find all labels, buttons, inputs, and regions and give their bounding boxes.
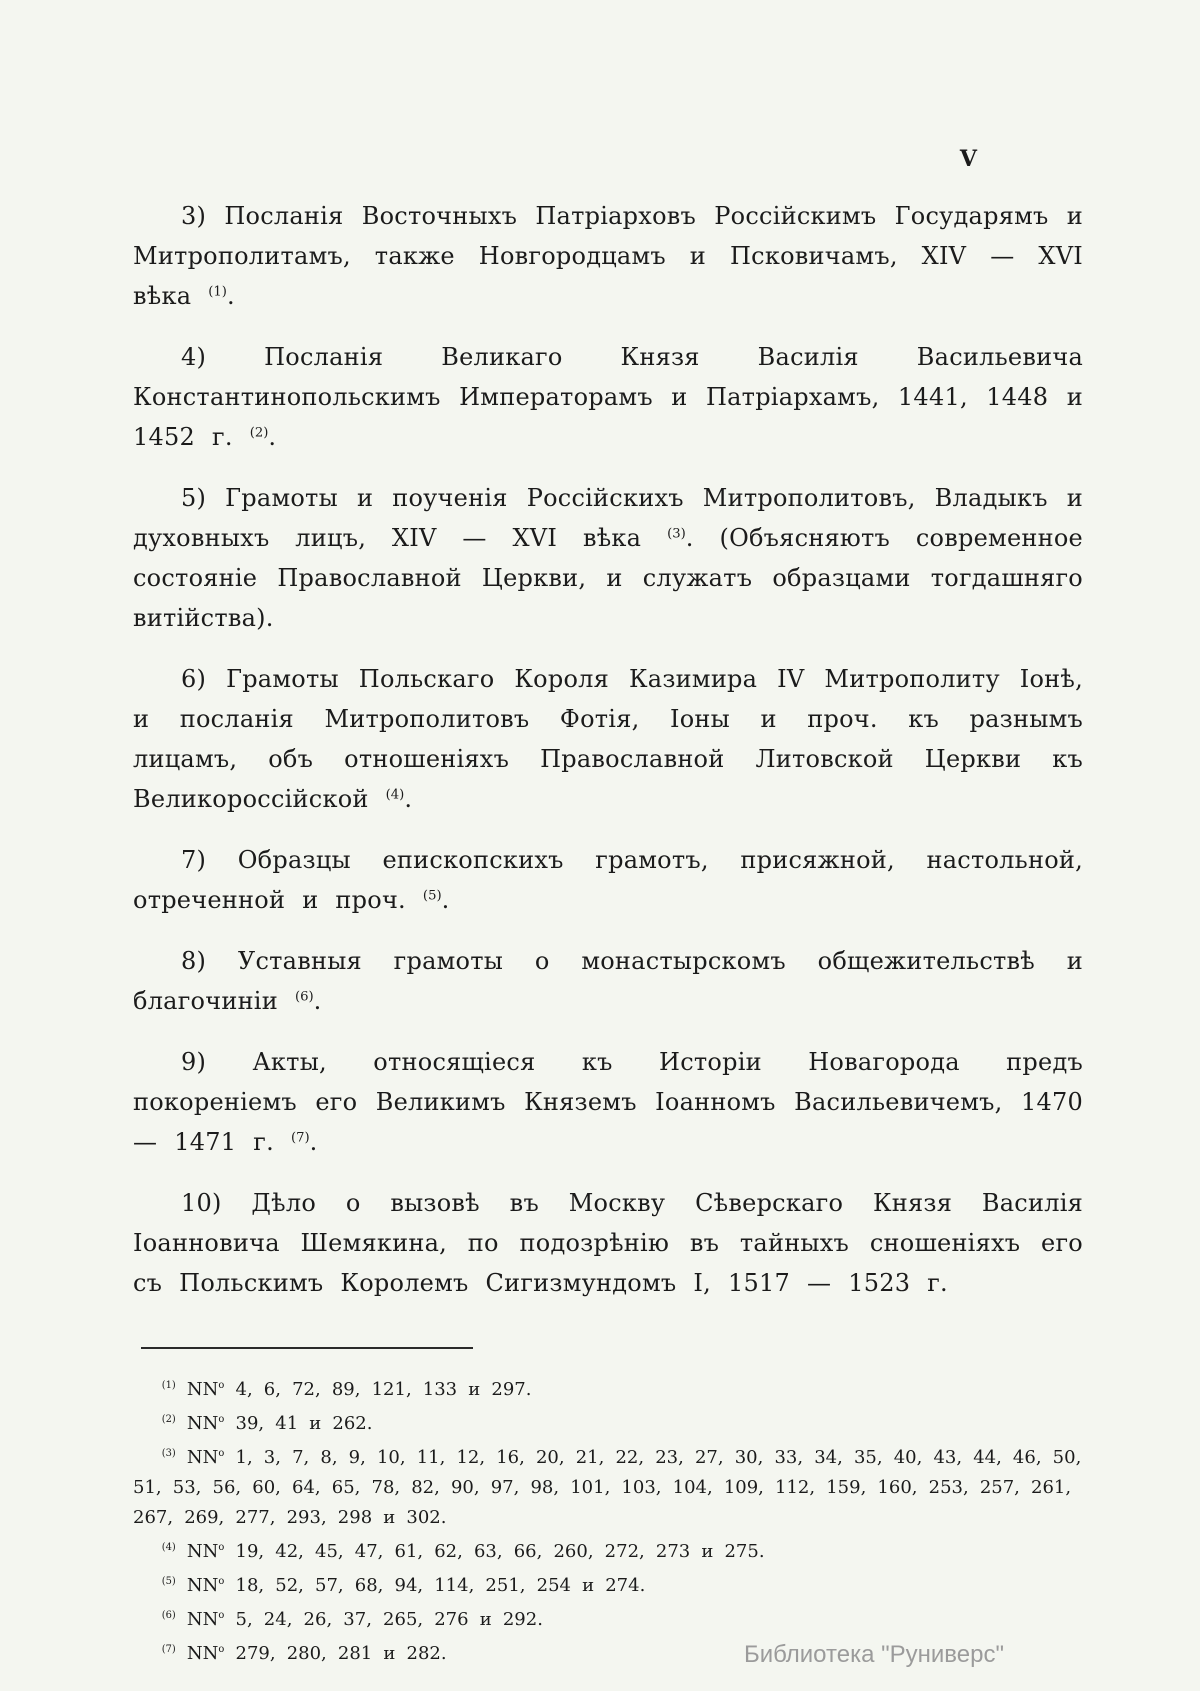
footnote-ref: (7): [161, 1644, 176, 1656]
footnote-ref: (2): [161, 1414, 176, 1426]
item-3: [133, 196, 1083, 316]
footnote-ref: (4): [161, 1542, 176, 1554]
footnote-ref: o: [218, 1542, 225, 1554]
footnote-ref: o: [218, 1644, 225, 1656]
text-segment: .: [268, 423, 277, 451]
footnote-label: NN: [175, 1541, 219, 1562]
footnote-ref: o: [218, 1448, 225, 1460]
footnote-list: [133, 1375, 1083, 1669]
text-segment: 3) Посланія Восточныхъ Патріарховъ Россійскимъ Государямъ и Митрополитамъ, также Новгородцамъ и Псковичамъ, XIV — XVI вѣка: [133, 202, 1083, 310]
footnote-ref: (1): [208, 284, 227, 300]
text-segment: 5, 24, 26, 37, 265, 276 и 292.: [224, 1609, 543, 1630]
text-segment: .: [441, 886, 450, 914]
footnote-label: NN: [175, 1575, 219, 1596]
footnote-ref: (4): [385, 787, 405, 803]
text-segment: 1, 3, 7, 8, 9, 10, 11, 12, 16, 20, 21, 22, 23, 27, 30, 33, 34, 35, 40, 43, 44, 46, 50, 51, 53, 56, 60, 64, 65, 78, 82, 90, 97, 98, 101, 103, 104, 109, 112, 159, 160, 253, 257, 261, 267, 269, 277, 293, 298 и 302.: [133, 1447, 1082, 1528]
text-segment: 4) Посланія Великаго Князя Василія Васильевича Константинопольскимъ Императорамъ и Патріархамъ, 1441, 1448 и 1452 г.: [133, 343, 1083, 451]
footnote-ref: (6): [294, 989, 314, 1005]
footnote-4: [133, 1537, 1083, 1567]
text-segment: 9) Акты, относящіеся къ Исторіи Новагорода предъ покореніемъ его Великимъ Княземъ Іоанномъ Васильевичемъ, 1470 — 1471 г.: [133, 1048, 1083, 1156]
text-segment: 6) Грамоты Польскаго Короля Казимира IV Митрополиту Іонѣ, и посланія Митрополитовъ Фотія, Іоны и проч. къ разнымъ лицамъ, объ отношеніяхъ Православной Литовской Церкви къ Великороссійской: [133, 665, 1083, 813]
footnote-ref: (3): [667, 526, 686, 542]
item-7: [133, 840, 1083, 920]
text-segment: 39, 41 и 262.: [224, 1413, 373, 1434]
text-segment: 5) Грамоты и поученія Россійскихъ Митрополитовъ, Владыкъ и духовныхъ лицъ, XIV — XVI вѣка: [133, 484, 1083, 552]
text-segment: .: [226, 282, 235, 310]
item-4: [133, 337, 1083, 457]
footnote-label: NN: [175, 1447, 219, 1468]
footnote-2: [133, 1409, 1083, 1439]
footnote-3: [133, 1443, 1083, 1533]
text-segment: . (Объясняютъ современное состояніе Православной Церкви, и служатъ образцами тогдашняго витійства).: [133, 524, 1083, 632]
item-6: [133, 659, 1083, 819]
text-segment: 279, 280, 281 и 282.: [224, 1643, 447, 1664]
text-segment: .: [309, 1128, 318, 1156]
text-segment: 19, 42, 45, 47, 61, 62, 63, 66, 260, 272, 273 и 275.: [224, 1541, 765, 1562]
footnote-separator: [141, 1347, 473, 1349]
text-segment: .: [404, 785, 413, 813]
item-10: [133, 1183, 1083, 1303]
text-segment: 4, 6, 72, 89, 121, 133 и 297.: [224, 1379, 532, 1400]
footnote-label: NN: [175, 1413, 219, 1434]
toc-item-list: [133, 196, 1083, 1303]
item-5: [133, 478, 1083, 638]
footnote-ref: o: [218, 1610, 225, 1622]
text-segment: .: [313, 987, 322, 1015]
text-segment: 8) Уставныя грамоты о монастырскомъ общежительствѣ и благочиніи: [133, 947, 1083, 1015]
footnote-label: NN: [175, 1379, 219, 1400]
content-area: [133, 196, 1083, 1673]
footnote-ref: (6): [161, 1610, 176, 1622]
text-segment: 7) Образцы епископскихъ грамотъ, присяжной, настольной, отреченной и проч.: [133, 846, 1083, 914]
footnote-ref: (5): [422, 888, 442, 904]
footnote-1: [133, 1375, 1083, 1405]
footnote-ref: (1): [161, 1380, 176, 1392]
footnote-ref: o: [218, 1380, 225, 1392]
footnote-ref: (3): [161, 1448, 176, 1460]
footnote-ref: (2): [249, 425, 269, 441]
item-9: [133, 1042, 1083, 1162]
footnote-ref: o: [218, 1414, 225, 1426]
footnote-ref: (5): [161, 1576, 176, 1588]
footnote-ref: (7): [290, 1130, 310, 1146]
footnote-6: [133, 1605, 1083, 1635]
footnote-ref: o: [218, 1576, 225, 1588]
library-watermark: Библиотека "Руниверс": [743, 1641, 1004, 1668]
text-segment: 18, 52, 57, 68, 94, 114, 251, 254 и 274.: [224, 1575, 646, 1596]
footnote-5: [133, 1571, 1083, 1601]
footnote-label: NN: [175, 1643, 219, 1664]
item-8: [133, 941, 1083, 1021]
footnote-label: NN: [175, 1609, 219, 1630]
page-number: V: [959, 146, 978, 172]
text-segment: 10) Дѣло о вызовѣ въ Москву Сѣверскаго Князя Василія Іоанновича Шемякина, по подозрѣнію въ тайныхъ сношеніяхъ его съ Польскимъ Королемъ Сигизмундомъ I, 1517 — 1523 г.: [133, 1189, 1083, 1297]
